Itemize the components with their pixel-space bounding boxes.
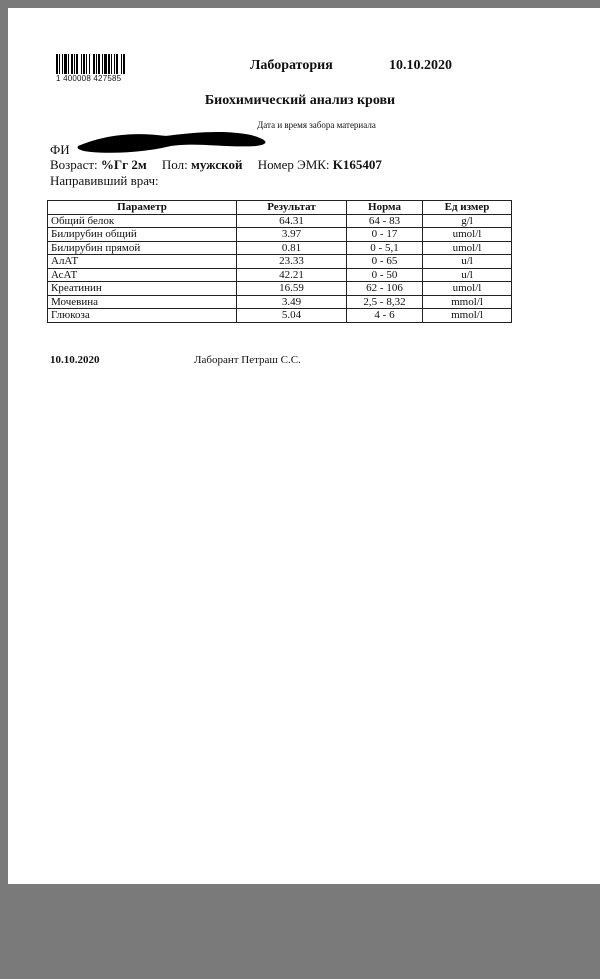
norm-cell: 0 - 50 <box>347 268 423 282</box>
result-cell: 16.59 <box>237 282 347 296</box>
fio-label: ФИ <box>50 142 70 157</box>
lab-title: Лаборатория <box>250 58 333 73</box>
referrer-label: Направивший врач: <box>50 173 159 188</box>
column-header-param: Параметр <box>48 201 237 215</box>
table-row <box>48 309 512 323</box>
emk-value: K165407 <box>332 157 382 172</box>
norm-cell: 62 - 106 <box>347 282 423 296</box>
patient-info-row <box>50 157 382 173</box>
barcode-number: 1 400008 427585 <box>56 74 144 83</box>
column-header-unit: Ед измер <box>423 201 512 215</box>
unit-cell: g/l <box>423 214 512 228</box>
sex-value: мужской <box>191 157 243 172</box>
result-cell: 42.21 <box>237 268 347 282</box>
footer-date: 10.10.2020 <box>50 354 100 366</box>
table-row <box>48 214 512 228</box>
norm-cell: 64 - 83 <box>347 214 423 228</box>
barcode-bars <box>56 54 144 76</box>
unit-cell: u/l <box>423 268 512 282</box>
result-cell: 3.97 <box>237 228 347 242</box>
result-cell: 64.31 <box>237 214 347 228</box>
param-cell: Мочевина <box>48 295 237 309</box>
age-label: Возраст: <box>50 157 98 172</box>
unit-cell: umol/l <box>423 228 512 242</box>
result-cell: 0.81 <box>237 241 347 255</box>
param-cell: Глюкоза <box>48 309 237 323</box>
table-row <box>48 282 512 296</box>
barcode <box>56 54 144 84</box>
results-table <box>47 200 512 323</box>
age-value: %Гг 2м <box>100 157 147 172</box>
norm-cell: 4 - 6 <box>347 309 423 323</box>
emk-label: Номер ЭМК: <box>257 157 330 172</box>
norm-cell: 2,5 - 8,32 <box>347 295 423 309</box>
param-cell: АсАТ <box>48 268 237 282</box>
redaction-mark <box>76 130 276 156</box>
table-row <box>48 228 512 242</box>
unit-cell: mmol/l <box>423 309 512 323</box>
norm-cell: 0 - 65 <box>347 255 423 269</box>
sample-datetime-label: Дата и время забора материала <box>257 120 376 130</box>
lab-assistant-signature: Лаборант Петраш С.С. <box>194 354 301 366</box>
column-header-norm: Норма <box>347 201 423 215</box>
table-row <box>48 268 512 282</box>
unit-cell: u/l <box>423 255 512 269</box>
param-cell: Креатинин <box>48 282 237 296</box>
table-row <box>48 255 512 269</box>
table-row <box>48 241 512 255</box>
table-row <box>48 295 512 309</box>
norm-cell: 0 - 5,1 <box>347 241 423 255</box>
header-date: 10.10.2020 <box>389 58 452 73</box>
param-cell: Общий белок <box>48 214 237 228</box>
sex-label: Пол: <box>161 157 188 172</box>
unit-cell: mmol/l <box>423 295 512 309</box>
document-title: Биохимический анализ крови <box>204 93 396 108</box>
table-header-row <box>48 201 512 215</box>
result-cell: 23.33 <box>237 255 347 269</box>
result-cell: 3.49 <box>237 295 347 309</box>
result-cell: 5.04 <box>237 309 347 323</box>
param-cell: Билирубин общий <box>48 228 237 242</box>
column-header-result: Результат <box>237 201 347 215</box>
unit-cell: umol/l <box>423 282 512 296</box>
param-cell: Билирубин прямой <box>48 241 237 255</box>
param-cell: АлАТ <box>48 255 237 269</box>
unit-cell: umol/l <box>423 241 512 255</box>
norm-cell: 0 - 17 <box>347 228 423 242</box>
